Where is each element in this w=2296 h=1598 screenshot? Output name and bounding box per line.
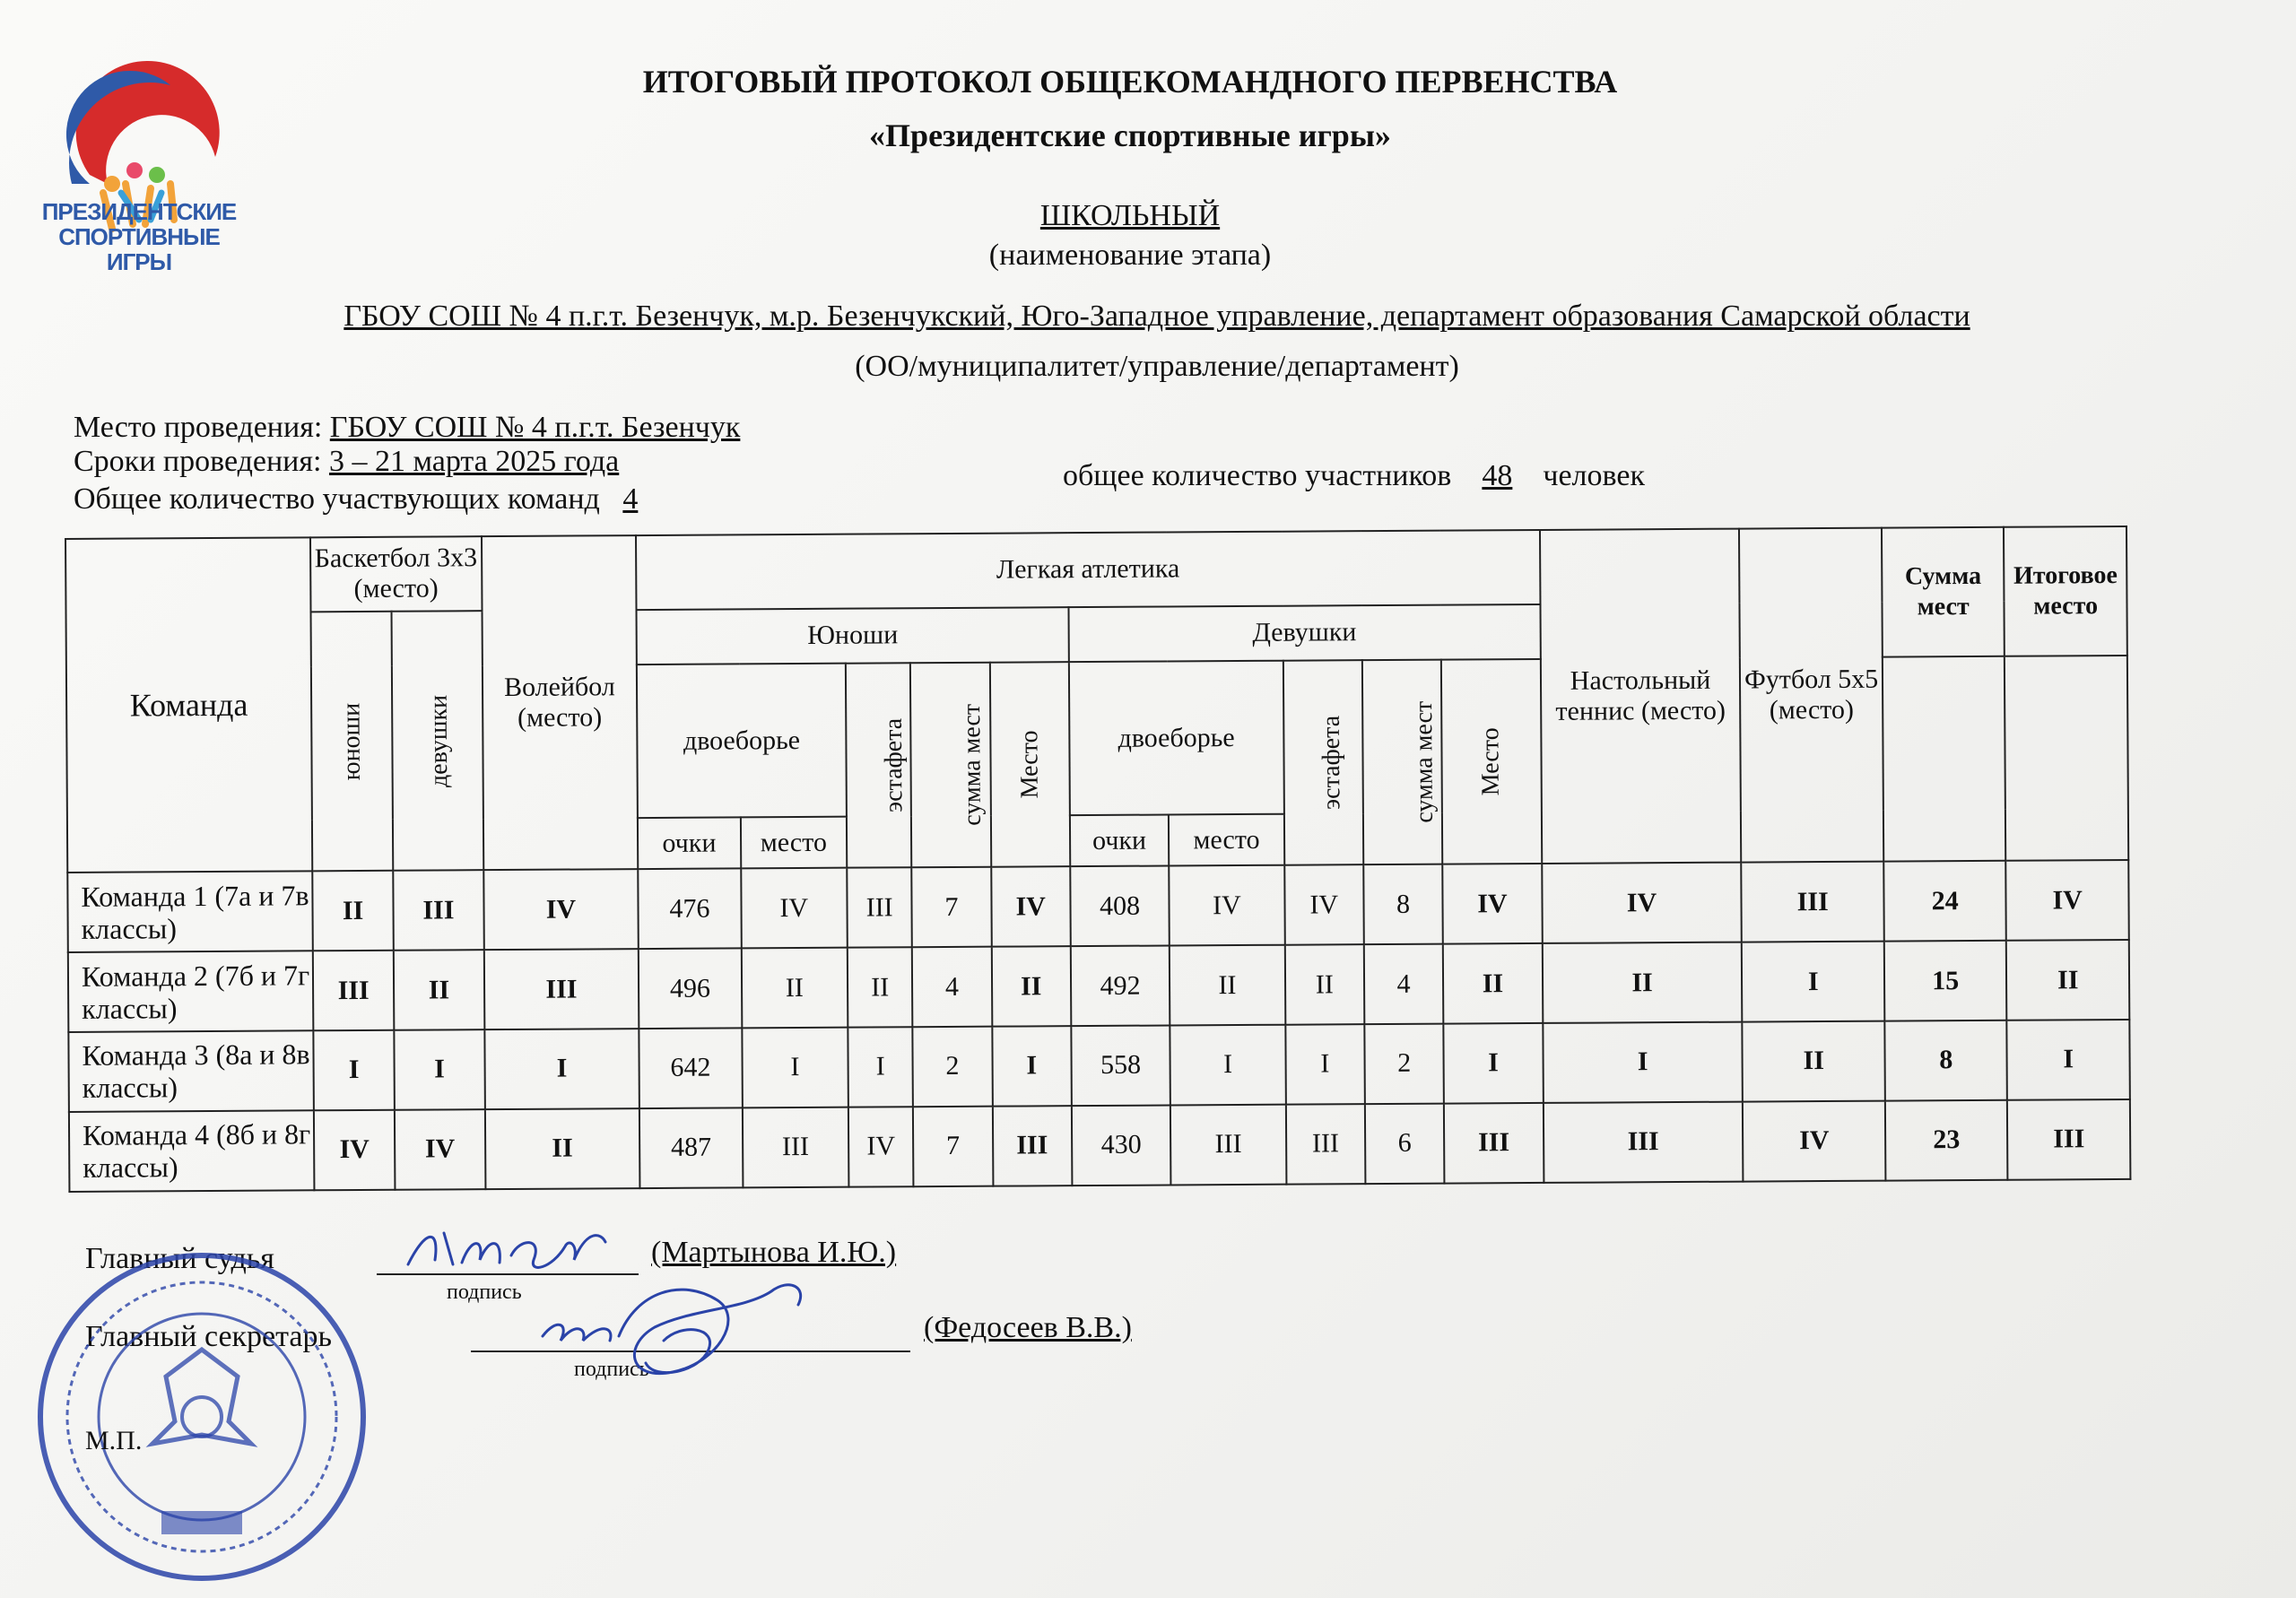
girls-place: III <box>1444 1103 1544 1184</box>
header-girls-relay <box>1283 660 1363 865</box>
bb-girls-place: I <box>395 1029 485 1110</box>
volleyball-place: I <box>484 1029 639 1109</box>
header-boys-relay <box>846 663 912 868</box>
girls-relay: II <box>1284 944 1364 1025</box>
judge-signature-caption: подпись <box>447 1281 522 1304</box>
bb-girls-place: II <box>394 950 484 1030</box>
table-row <box>69 1099 2131 1192</box>
teams-line <box>74 482 638 517</box>
header-boys-place-label: Место <box>1014 730 1044 799</box>
final-place: III <box>2007 1099 2130 1180</box>
boys-place: II <box>991 946 1071 1027</box>
bb-boys-place: IV <box>314 1110 396 1191</box>
venue-value: ГБОУ СОШ № 4 п.г.т. Безенчук <box>329 411 741 444</box>
header-boys-biathlon-place: место <box>740 817 847 868</box>
girls-relay: IV <box>1284 864 1364 945</box>
girls-sum: 6 <box>1365 1104 1445 1185</box>
table-row <box>67 860 2129 952</box>
girls-relay: III <box>1286 1104 1366 1185</box>
final-place: II <box>2006 940 2129 1020</box>
sum-places: 15 <box>1884 941 2007 1021</box>
boys-points: 496 <box>639 948 742 1029</box>
team-name: Команда 3 (8а и 8в классы) <box>68 1030 313 1112</box>
participants-label: общее количество участников <box>1063 459 1452 492</box>
header-boys-points: очки <box>638 818 741 869</box>
judge-name: (Мартынова И.Ю.) <box>651 1236 897 1269</box>
girls-place: I <box>1444 1023 1544 1104</box>
header-girls-biathlon: двоеборье <box>1069 660 1284 815</box>
header-athletics-girls: Девушки <box>1068 604 1540 662</box>
team-name: Команда 2 (7б и 7г классы) <box>68 951 313 1032</box>
header-football: Футбол 5х5 (место) <box>1739 528 1883 863</box>
sum-places: 24 <box>1883 861 2006 942</box>
boys-place: I <box>992 1026 1072 1107</box>
participants-value: 48 <box>1482 459 1513 492</box>
stamp-mark: М.П. <box>85 1426 143 1455</box>
header-boys-relay-label: эстафета <box>879 718 909 813</box>
sum-places: 8 <box>1884 1020 2007 1101</box>
girls-sum: 2 <box>1364 1024 1444 1105</box>
stage-caption: (наименование этапа) <box>988 239 1272 272</box>
logo-text: ПРЕЗИДЕНТСКИЕ СПОРТИВНЫЕ ИГРЫ <box>41 198 237 275</box>
secretary-signature <box>538 1273 834 1399</box>
bb-girls-place: III <box>394 870 484 951</box>
boys-relay: IV <box>848 1107 914 1186</box>
header-final-place: Итоговое место <box>2004 526 2126 656</box>
header-basketball: Баскетбол 3х3 (место) <box>310 536 482 612</box>
secretary-label: Главный секретарь <box>85 1320 333 1353</box>
results-table <box>65 525 2131 1193</box>
table-row <box>68 940 2130 1032</box>
header-bb-girls <box>392 611 483 871</box>
header-boys-biathlon: двоеборье <box>637 663 847 818</box>
girls-points: 408 <box>1070 866 1170 947</box>
boys-points: 487 <box>639 1107 743 1188</box>
boys-place: III <box>992 1106 1072 1186</box>
girls-relay: I <box>1285 1024 1365 1105</box>
header-table-tennis: Настольный теннис (место) <box>1540 529 1742 864</box>
girls-biathlon-place: I <box>1170 1025 1286 1106</box>
header-boys-sum <box>910 662 991 867</box>
football-place: II <box>1743 1021 1885 1102</box>
header-final-empty <box>2005 656 2128 861</box>
header-athletics-boys: Юноши <box>637 607 1069 664</box>
boys-points: 476 <box>638 868 741 949</box>
teams-value: 4 <box>622 482 639 516</box>
official-stamp <box>27 1242 377 1592</box>
header-sum-total: Сумма мест <box>1882 527 2005 656</box>
boys-points: 642 <box>639 1028 743 1108</box>
bb-boys-place: I <box>313 1030 395 1111</box>
header-girls-points: очки <box>1070 815 1170 866</box>
protocol-title: ИТОГОВЫЙ ПРОТОКОЛ ОБЩЕКОМАНДНОГО ПЕРВЕНСТВА <box>642 64 1618 100</box>
organization-caption: (ОО/муниципалитет/управление/департамент) <box>855 350 1459 383</box>
tennis-place: IV <box>1542 863 1742 943</box>
header-bb-girls-label: девушки <box>424 694 454 788</box>
header-girls-biathlon-place: место <box>1169 814 1284 865</box>
volleyball-place: III <box>483 949 639 1029</box>
header-girls-sum <box>1362 659 1443 864</box>
boys-relay: I <box>848 1027 913 1107</box>
header-team: Команда <box>65 537 312 873</box>
football-place: IV <box>1743 1101 1885 1182</box>
boys-sum: 7 <box>913 1107 993 1187</box>
header-bb-boys-label: юноши <box>337 702 366 781</box>
girls-biathlon-place: IV <box>1169 865 1284 946</box>
girls-biathlon-place: III <box>1170 1105 1286 1185</box>
venue-line <box>74 411 740 445</box>
judge-label: Главный судья <box>85 1242 274 1275</box>
bb-boys-place: III <box>313 951 395 1031</box>
girls-points: 430 <box>1072 1105 1171 1185</box>
boys-place: IV <box>991 866 1071 947</box>
table-row <box>68 1020 2130 1112</box>
boys-biathlon-place: I <box>742 1028 848 1108</box>
bb-boys-place: II <box>312 871 394 951</box>
final-place: I <box>2007 1020 2130 1100</box>
header-girls-sum-label: сумма мест <box>1410 701 1439 824</box>
boys-biathlon-place: II <box>741 948 848 1029</box>
participants-line <box>1063 459 1645 493</box>
team-name: Команда 4 (8б и 8г классы) <box>69 1110 314 1192</box>
boys-relay: II <box>848 947 913 1027</box>
organization: ГБОУ СОШ № 4 п.г.т. Безенчук, м.р. Безенчукский, Юго-Западное управление, департамент образования Самарской области <box>344 300 1970 333</box>
sum-places: 23 <box>1885 1100 2008 1181</box>
header-volleyball: Волейбол (место) <box>482 535 639 870</box>
bb-girls-place: IV <box>395 1109 485 1190</box>
tennis-place: II <box>1542 942 1742 1023</box>
header-girls-place <box>1441 659 1542 864</box>
tennis-place: III <box>1544 1102 1744 1183</box>
girls-biathlon-place: II <box>1170 945 1285 1026</box>
header-girls-relay-label: эстафета <box>1317 716 1346 811</box>
header-athletics: Легкая атлетика <box>636 530 1540 610</box>
secretary-name: (Федосеев В.В.) <box>924 1311 1132 1344</box>
header-boys-place <box>989 662 1070 867</box>
girls-place: IV <box>1442 864 1542 944</box>
venue-label: Место проведения: <box>74 411 323 444</box>
team-name: Команда 1 (7а и 7в классы) <box>67 871 312 952</box>
dates-line <box>74 445 619 479</box>
boys-biathlon-place: III <box>742 1107 848 1188</box>
protocol-subtitle: «Президентские спортивные игры» <box>869 117 1391 153</box>
girls-sum: 4 <box>1364 944 1444 1025</box>
dates-label: Сроки проведения: <box>74 445 322 478</box>
header-bb-boys <box>310 612 393 872</box>
dates-value: 3 – 21 марта 2025 года <box>328 445 620 478</box>
boys-relay: III <box>847 867 912 947</box>
secretary-signature-caption: подпись <box>574 1358 649 1381</box>
header-sum-empty <box>1883 656 2006 861</box>
boys-sum: 2 <box>913 1027 993 1107</box>
boys-sum: 7 <box>911 867 991 948</box>
football-place: III <box>1742 862 1884 942</box>
boys-sum: 4 <box>912 947 992 1028</box>
stage-name: ШКОЛЬНЫЙ <box>1039 199 1221 232</box>
header-girls-place-label: Место <box>1476 727 1506 796</box>
teams-label: Общее количество участвующих команд <box>74 482 600 516</box>
girls-sum: 8 <box>1363 864 1443 945</box>
final-place: IV <box>2006 860 2129 941</box>
volleyball-place: IV <box>483 869 639 950</box>
girls-place: II <box>1443 943 1543 1024</box>
boys-biathlon-place: IV <box>741 868 848 949</box>
header-boys-sum-label: сумма мест <box>958 704 987 827</box>
girls-points: 492 <box>1071 945 1170 1026</box>
volleyball-place: II <box>484 1108 639 1189</box>
tennis-place: I <box>1543 1022 1743 1103</box>
girls-points: 558 <box>1071 1025 1170 1106</box>
participants-unit: человек <box>1543 459 1645 492</box>
football-place: I <box>1742 942 1884 1022</box>
